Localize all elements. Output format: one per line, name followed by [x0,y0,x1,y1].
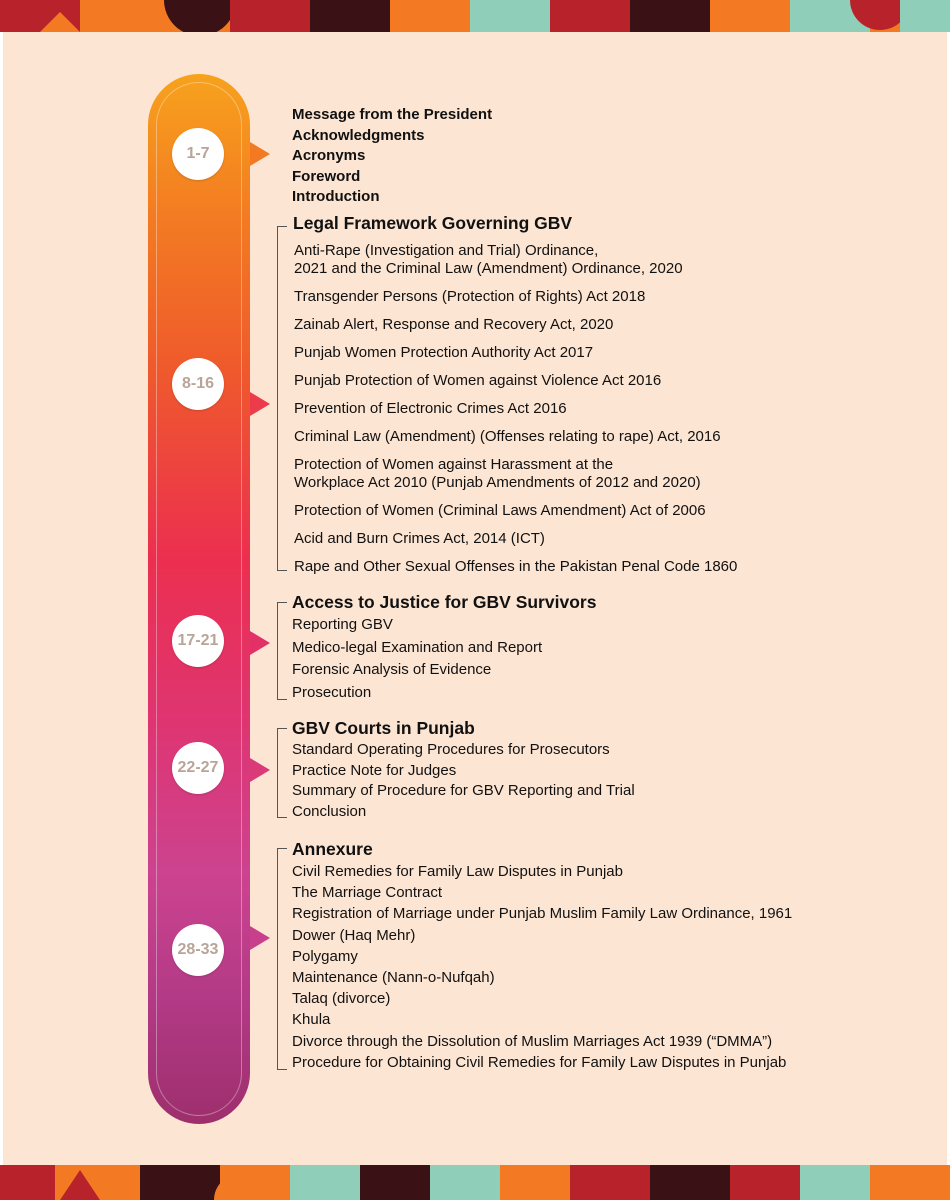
toc-entry[interactable]: Maintenance (Nann-o-Nufqah) [292,969,495,987]
section-heading[interactable]: Legal Framework Governing GBV [293,213,573,233]
toc-entry[interactable]: Message from the President [292,106,493,123]
toc-entry[interactable]: Protection of Women against Harassment at the Workplace Act 2010 (Punjab Amendments of 2012 and 2020) [294,456,701,491]
toc-entry[interactable]: Khula [292,1011,331,1029]
toc-entry[interactable]: Protection of Women (Criminal Laws Amendment) Act of 2006 [294,502,706,519]
toc-entry[interactable]: Acronyms [292,147,366,164]
toc-entry[interactable]: Criminal Law (Amendment) (Offenses relating to rape) Act, 2016 [294,428,721,445]
toc-entry[interactable]: Acid and Burn Crimes Act, 2014 (ICT) [294,530,545,547]
toc-entry[interactable]: Registration of Marriage under Punjab Muslim Family Law Ordinance, 1961 [292,905,793,923]
page-range-badge: 8-16 [172,358,224,410]
section-legal-framework [293,211,572,235]
section-bracket [277,602,287,700]
top-decorative-band [0,0,950,32]
toc-entry[interactable]: Polygamy [292,947,358,965]
page-range-badge: 1-7 [172,128,224,180]
bottom-decorative-band [0,1165,950,1200]
section-pointer [250,631,270,655]
section-pointer [250,142,270,166]
toc-entry[interactable]: Rape and Other Sexual Offenses in the Pakistan Penal Code 1860 [294,558,738,575]
toc-entry[interactable]: Anti-Rape (Investigation and Trial) Ordinance, 2021 and the Criminal Law (Amendment) Ordinance, 2020 [294,242,683,277]
toc-entry[interactable]: Introduction [292,188,380,205]
toc-entry[interactable]: The Marriage Contract [292,884,443,902]
toc-entry[interactable]: Civil Remedies for Family Law Disputes in Punjab [292,863,623,880]
toc-entry[interactable]: Foreword [292,167,361,185]
toc-entry[interactable]: Standard Operating Procedures for Prosecutors [292,741,610,758]
toc-entry[interactable]: Prevention of Electronic Crimes Act 2016 [294,400,567,417]
toc-entry[interactable]: Zainab Alert, Response and Recovery Act, 2020 [294,316,614,333]
toc-entry[interactable]: Prosecution [292,683,372,701]
section-gbv-courts [292,716,635,822]
toc-entry[interactable]: Acknowledgments [292,126,425,144]
section-heading[interactable]: Access to Justice for GBV Survivors [292,592,597,612]
toc-entry[interactable]: Dower (Haq Mehr) [292,926,416,944]
toc-entry[interactable]: Forensic Analysis of Evidence [292,661,492,678]
section-pointer [250,758,270,782]
section-bracket [277,848,287,1070]
toc-entry[interactable]: Divorce through the Dissolution of Muslim Marriages Act 1939 (“DMMA”) [292,1032,773,1050]
toc-entry[interactable]: Transgender Persons (Protection of Rights) Act 2018 [294,288,646,305]
toc-entry[interactable]: Punjab Women Protection Authority Act 2017 [294,344,594,361]
section-heading[interactable]: GBV Courts in Punjab [292,718,475,738]
section-annexure [292,837,792,1073]
section-access-to-justice [292,590,596,704]
top-pattern-graphic [0,0,950,32]
legal-framework-list [294,242,737,586]
bottom-pattern-graphic [0,1165,950,1200]
toc-entry[interactable]: Conclusion [292,802,367,820]
toc-entry[interactable]: Medico-legal Examination and Report [292,638,543,656]
section-pointer [250,392,270,416]
section-bracket [277,226,287,571]
page-range-badge: 22-27 [172,742,224,794]
page-range-badge: 28-33 [172,924,224,976]
toc-entry[interactable]: Summary of Procedure for GBV Reporting and Trial [292,782,635,799]
page-range-badge: 17-21 [172,615,224,667]
section-pointer [250,926,270,950]
section-heading[interactable]: Annexure [292,839,373,859]
toc-entry[interactable]: Practice Note for Judges [292,761,457,779]
section-front-matter [292,105,492,208]
section-bracket [277,728,287,818]
toc-entry[interactable]: Punjab Protection of Women against Violence Act 2016 [294,372,662,389]
toc-entry[interactable]: Procedure for Obtaining Civil Remedies for Family Law Disputes in Punjab [292,1053,787,1071]
toc-entry[interactable]: Reporting GBV [292,616,393,633]
toc-entry[interactable]: Talaq (divorce) [292,990,391,1008]
